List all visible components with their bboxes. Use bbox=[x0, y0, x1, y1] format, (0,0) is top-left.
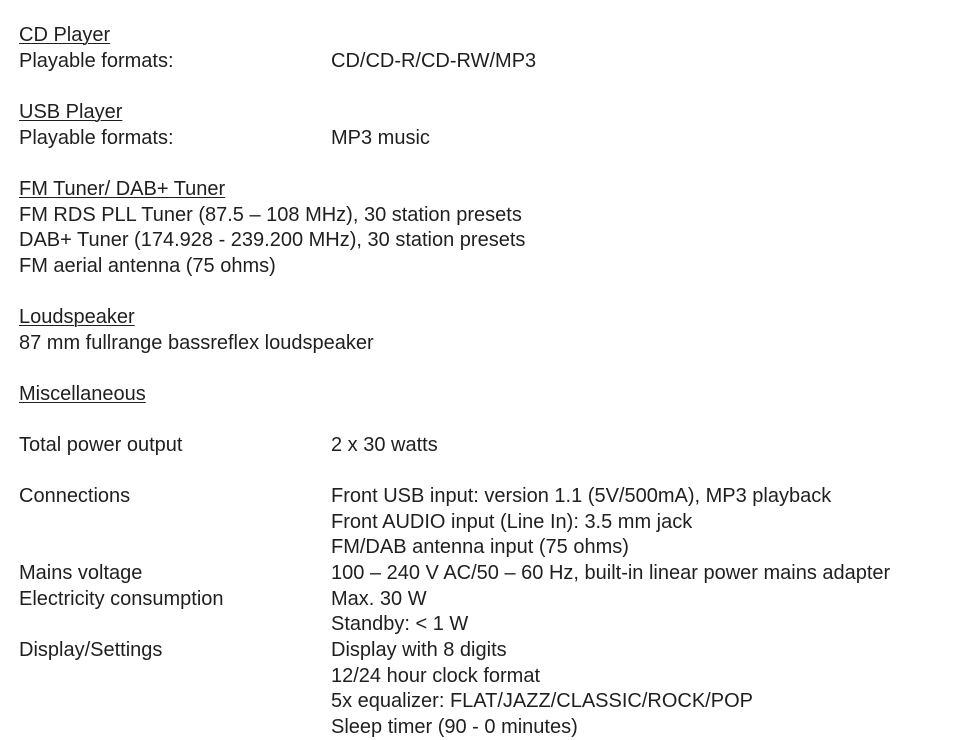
display-value: Sleep timer (90 - 0 minutes) bbox=[331, 716, 578, 738]
display-value: 5x equalizer: FLAT/JAZZ/CLASSIC/ROCK/POP bbox=[331, 690, 753, 712]
loudspeaker-line: 87 mm fullrange bassreflex loudspeaker bbox=[19, 332, 374, 354]
display-label: Display/Settings bbox=[19, 639, 163, 661]
connections-value: FM/DAB antenna input (75 ohms) bbox=[331, 536, 629, 558]
connections-value: Front USB input: version 1.1 (5V/500mA), MP3 playback bbox=[331, 485, 832, 507]
consumption-value: Max. 30 W bbox=[331, 588, 427, 610]
display-value: 12/24 hour clock format bbox=[331, 665, 540, 687]
usb-formats-label: Playable formats: bbox=[19, 127, 174, 149]
cd-formats-label: Playable formats: bbox=[19, 50, 174, 72]
tuner-line: FM aerial antenna (75 ohms) bbox=[19, 255, 276, 277]
loudspeaker-heading: Loudspeaker bbox=[19, 306, 135, 328]
cd-player-heading: CD Player bbox=[19, 24, 111, 46]
connections-value: Front AUDIO input (Line In): 3.5 mm jack bbox=[331, 511, 693, 533]
tuner-line: DAB+ Tuner (174.928 - 239.200 MHz), 30 station presets bbox=[19, 229, 526, 251]
consumption-value: Standby: < 1 W bbox=[331, 613, 469, 635]
connections-label: Connections bbox=[19, 485, 131, 507]
usb-player-heading: USB Player bbox=[19, 101, 123, 123]
tuner-heading: FM Tuner/ DAB+ Tuner bbox=[19, 178, 226, 200]
usb-formats-value: MP3 music bbox=[331, 127, 430, 149]
display-value: Display with 8 digits bbox=[331, 639, 507, 661]
tuner-line: FM RDS PLL Tuner (87.5 – 108 MHz), 30 station presets bbox=[19, 204, 522, 226]
consumption-label: Electricity consumption bbox=[19, 588, 224, 610]
mains-value: 100 – 240 V AC/50 – 60 Hz, built-in linear power mains adapter bbox=[331, 562, 891, 584]
misc-heading: Miscellaneous bbox=[19, 383, 146, 405]
cd-formats-value: CD/CD-R/CD-RW/MP3 bbox=[331, 50, 537, 72]
power-value: 2 x 30 watts bbox=[331, 434, 438, 456]
power-label: Total power output bbox=[19, 434, 183, 456]
mains-label: Mains voltage bbox=[19, 562, 143, 584]
